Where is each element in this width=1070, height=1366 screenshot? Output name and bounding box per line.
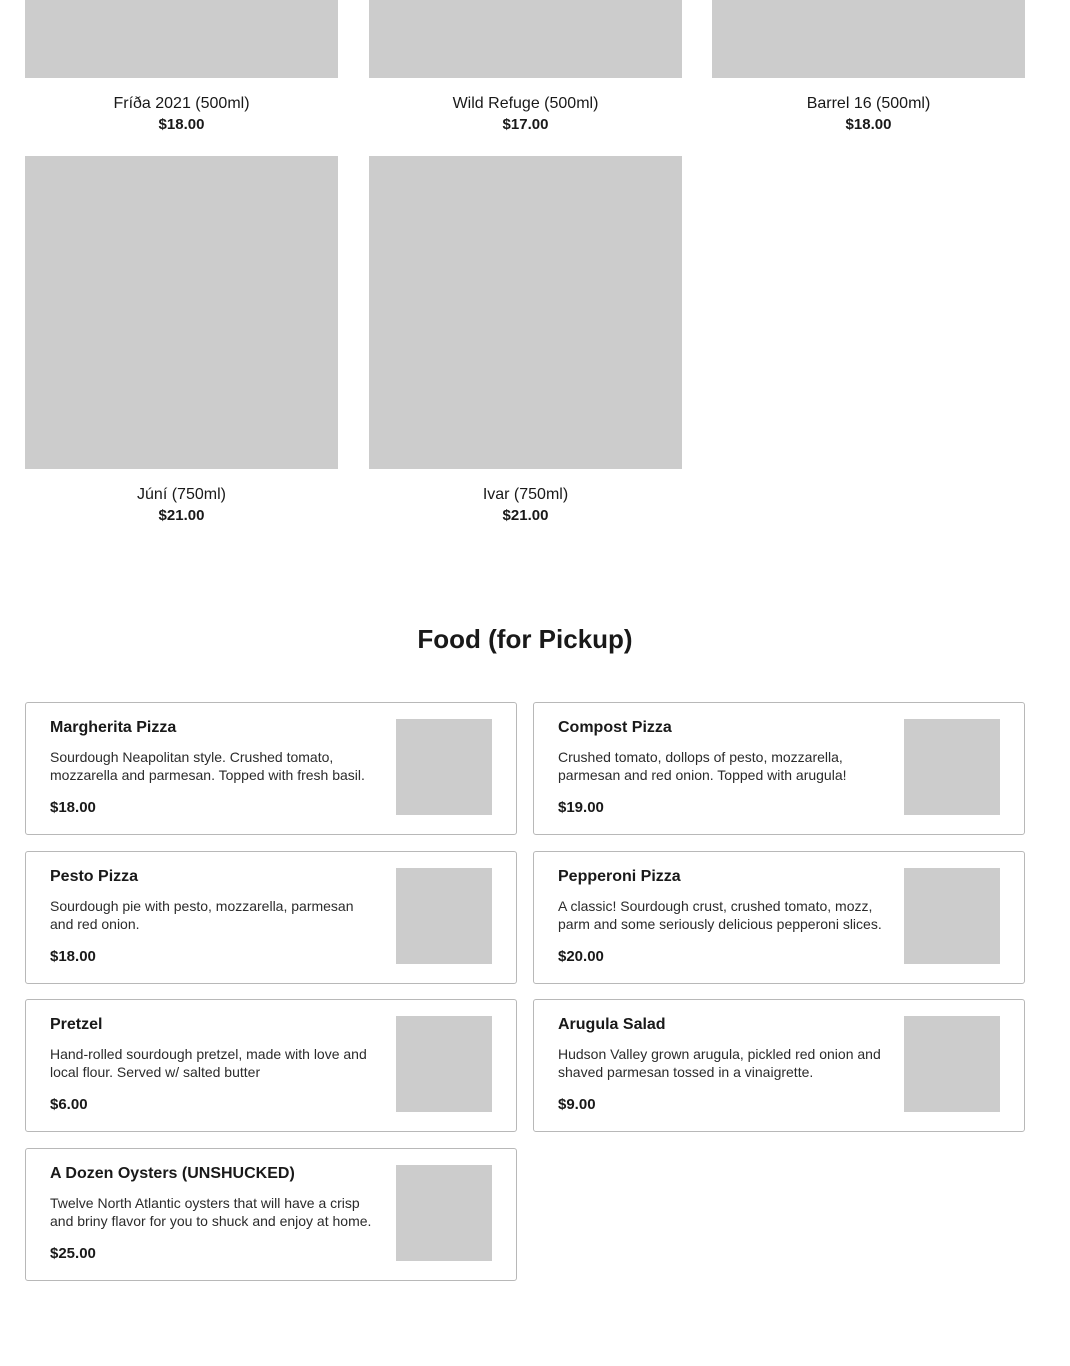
food-item-card[interactable] bbox=[533, 702, 1025, 835]
food-item-price: $18.00 bbox=[50, 948, 96, 965]
drink-name: Ivar (750ml) bbox=[482, 486, 569, 503]
food-item-card[interactable] bbox=[25, 999, 517, 1132]
food-item-price: $9.00 bbox=[558, 1096, 596, 1113]
food-item-card[interactable] bbox=[25, 851, 517, 984]
food-item-price: $18.00 bbox=[50, 799, 96, 816]
food-item-price: $6.00 bbox=[50, 1096, 88, 1113]
drink-image[interactable] bbox=[712, 0, 1025, 78]
drink-card[interactable] bbox=[712, 0, 1025, 135]
drink-name: Wild Refuge (500ml) bbox=[452, 95, 599, 112]
drink-price: $21.00 bbox=[158, 507, 205, 524]
food-item-price: $20.00 bbox=[558, 948, 604, 965]
drink-image[interactable] bbox=[25, 156, 338, 469]
food-item-image bbox=[396, 868, 492, 964]
food-item-description: Hudson Valley grown arugula, pickled red onion and shaved parmesan tossed in a vinaigrette. bbox=[558, 1046, 881, 1080]
drink-card[interactable] bbox=[369, 0, 682, 135]
food-item-description: Sourdough Neapolitan style. Crushed tomato, mozzarella and parmesan. Topped with fresh basil. bbox=[50, 749, 365, 783]
drink-price: $18.00 bbox=[158, 116, 205, 133]
food-item-card[interactable] bbox=[533, 851, 1025, 984]
drink-image[interactable] bbox=[369, 0, 682, 78]
drink-price: $21.00 bbox=[502, 507, 549, 524]
drink-card[interactable] bbox=[369, 156, 682, 526]
food-item-name: Arugula Salad bbox=[558, 1016, 666, 1033]
drink-name: Barrel 16 (500ml) bbox=[806, 95, 931, 112]
food-item-image bbox=[396, 1016, 492, 1112]
food-item-name: Pepperoni Pizza bbox=[558, 868, 681, 885]
food-item-card[interactable] bbox=[25, 1148, 517, 1281]
drink-card[interactable] bbox=[25, 0, 338, 135]
food-item-description: Twelve North Atlantic oysters that will have a crisp and briny flavor for you to shuck and enjoy at home. bbox=[50, 1195, 372, 1229]
food-item-image bbox=[904, 719, 1000, 815]
food-item-description: A classic! Sourdough crust, crushed tomato, mozz, parm and some seriously delicious pepperoni slices. bbox=[558, 898, 882, 932]
drink-image[interactable] bbox=[25, 0, 338, 78]
drink-name: Júní (750ml) bbox=[137, 486, 226, 503]
food-item-card[interactable] bbox=[25, 702, 517, 835]
food-item-name: Pretzel bbox=[50, 1016, 103, 1033]
drink-card[interactable] bbox=[25, 156, 338, 526]
food-item-name: Pesto Pizza bbox=[50, 868, 139, 885]
drink-price: $18.00 bbox=[845, 116, 892, 133]
food-item-image bbox=[396, 719, 492, 815]
food-item-name: A Dozen Oysters (UNSHUCKED) bbox=[50, 1165, 295, 1182]
drink-name: Fríða 2021 (500ml) bbox=[113, 95, 250, 112]
food-item-name: Compost Pizza bbox=[558, 719, 672, 736]
food-item-image bbox=[396, 1165, 492, 1261]
food-item-name: Margherita Pizza bbox=[50, 719, 177, 736]
food-item-price: $25.00 bbox=[50, 1245, 96, 1262]
food-item-price: $19.00 bbox=[558, 799, 604, 816]
food-item-image bbox=[904, 868, 1000, 964]
section-title: Food (for Pickup) bbox=[417, 624, 633, 654]
food-item-image bbox=[904, 1016, 1000, 1112]
food-item-description: Crushed tomato, dollops of pesto, mozzarella, parmesan and red onion. Topped with arugula! bbox=[558, 749, 847, 783]
food-item-description: Sourdough pie with pesto, mozzarella, parmesan and red onion. bbox=[50, 898, 354, 932]
drink-image[interactable] bbox=[369, 156, 682, 469]
food-item-description: Hand-rolled sourdough pretzel, made with love and local flour. Served w/ salted butter bbox=[50, 1046, 367, 1080]
food-item-card[interactable] bbox=[533, 999, 1025, 1132]
drink-price: $17.00 bbox=[502, 116, 549, 133]
